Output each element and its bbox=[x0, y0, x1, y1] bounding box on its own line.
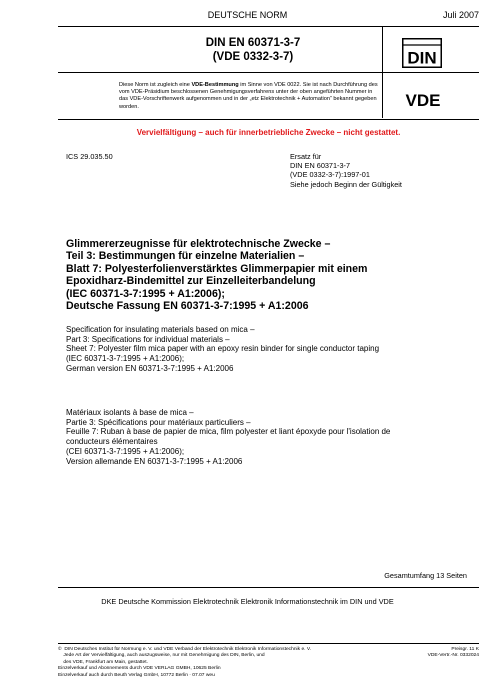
vde-number: (VDE 0332-3-7) bbox=[212, 51, 294, 63]
title-english bbox=[66, 325, 476, 374]
replacement-line: (VDE 0332-3-7):1997-01 bbox=[290, 170, 370, 180]
din-logo bbox=[402, 38, 442, 68]
vde-logo-text: VDE bbox=[405, 91, 441, 109]
copyright-line: Einzelverkauf auch durch Beuth Verlag GmbH, 10772 Berlin · 07.07 weu bbox=[58, 672, 215, 678]
logo-divider bbox=[382, 27, 383, 72]
footer-rule bbox=[58, 643, 479, 644]
title-fr-line: Matériaux isolants à base de mica – bbox=[66, 408, 194, 417]
title-en-line: Part 3: Specifications for individual materials – bbox=[66, 334, 230, 344]
norm-type-label: DEUTSCHE NORM bbox=[207, 10, 288, 20]
note-rule bbox=[58, 119, 479, 120]
title-de-line: Deutsche Fassung EN 60371-3-7:1995 + A1:2006 bbox=[66, 300, 309, 313]
title-fr-line: Partie 3: Spécifications pour matériaux particuliers – bbox=[66, 417, 251, 427]
title-en-line: Sheet 7: Polyester film mica paper with an epoxy resin binder for single conductor taping bbox=[66, 344, 380, 354]
header-rule bbox=[58, 26, 479, 27]
vde-note-post: im Sinne von VDE 0022. Sie ist nach Durchführung des vom VDE-Präsidium beschlossenen Genehmigungsverfahrens unter der oben angeführten Nummer in das VDE-Vorschriftenwerk aufgenommen und in der „etz Elektrotechnik + Automation“ bekannt gegeben worden. bbox=[119, 82, 378, 110]
title-fr-line: Version allemande EN 60371-3-7:1995 + A1:2006 bbox=[66, 456, 243, 466]
copyright-notice bbox=[58, 647, 388, 679]
title-en-line: Specification for insulating materials based on mica – bbox=[66, 325, 255, 334]
din-logo-text: DIN bbox=[407, 48, 437, 68]
standard-number: DIN EN 60371-3-7 bbox=[205, 37, 301, 49]
title-de-line: Glimmererzeugnisse für elektrotechnische Zwecke – bbox=[66, 238, 331, 250]
title-en-line: (IEC 60371-3-7:1995 + A1:2006); bbox=[66, 354, 185, 364]
footer-rule-top bbox=[58, 587, 479, 588]
title-de-line: Blatt 7: Polyesterfolienverstärktes Glimmerpapier mit einem bbox=[66, 262, 368, 275]
note-divider bbox=[382, 73, 383, 118]
title-fr-line: conducteurs élémentaires bbox=[66, 437, 158, 447]
dke-line: DKE Deutsche Kommission Elektrotechnik Elektronik Informationstechnik im DIN und VDE bbox=[101, 597, 394, 606]
copyright-line: des VDE, Frankfurt am Main, gestattet. bbox=[58, 659, 148, 665]
title-french bbox=[66, 408, 476, 466]
replacement-line: Ersatz für bbox=[290, 152, 322, 161]
vde-logo bbox=[397, 91, 449, 109]
title-fr-line: Feuille 7: Ruban à base de papier de mica, film polyester et liant époxyde pour l'isolation de bbox=[66, 427, 391, 437]
title-german bbox=[66, 238, 476, 312]
vde-note-bold: VDE-Bestimmung bbox=[191, 82, 239, 88]
vde-note-pre: Diese Norm ist zugleich eine bbox=[119, 82, 192, 88]
price-group-label: Preisgr. 11 K bbox=[451, 647, 479, 652]
vde-contract-number: VDE-Vertr.-Nr. 0332024 bbox=[427, 653, 479, 659]
price-group bbox=[428, 647, 479, 660]
copyright-line: © DIN Deutsches Institut für Normung e. V. und VDE Verband der Elektrotechnik Elektronik Informationstechnik e. V. bbox=[58, 647, 312, 652]
replacement-info bbox=[290, 152, 402, 189]
replacement-line: Siehe jedoch Beginn der Gültigkeit bbox=[290, 179, 402, 189]
reproduction-notice: Vervielfältigung – auch für innerbetriebliche Zwecke – nicht gestattet. bbox=[136, 128, 401, 137]
copyright-line: Jede Art der Vervielfältigung, auch auszugsweise, nur mit Genehmigung des DIN, Berlin, und bbox=[58, 653, 265, 659]
issue-date: Juli 2007 bbox=[442, 10, 479, 20]
title-block bbox=[158, 36, 348, 64]
vde-note bbox=[119, 82, 382, 111]
total-pages: Gesamtumfang 13 Seiten bbox=[384, 571, 467, 580]
title-de-line: Epoxidharz-Bindemittel zur Einzelleiterbandelung bbox=[66, 275, 316, 288]
replacement-line: DIN EN 60371-3-7 bbox=[290, 161, 351, 171]
title-en-line: German version EN 60371-3-7:1995 + A1:2006 bbox=[66, 363, 234, 373]
ics-code: ICS 29.035.50 bbox=[66, 152, 113, 161]
title-fr-line: (CEI 60371-3-7:1995 + A1:2006); bbox=[66, 446, 185, 456]
title-de-line: Teil 3: Bestimmungen für einzelne Materialien – bbox=[66, 250, 305, 263]
title-de-line: (IEC 60371-3-7:1995 + A1:2006); bbox=[66, 287, 225, 300]
copyright-line: Einzelverkauf und Abonnements durch VDE VERLAG GMBH, 10625 Berlin bbox=[58, 666, 221, 672]
title-rule bbox=[58, 72, 479, 73]
